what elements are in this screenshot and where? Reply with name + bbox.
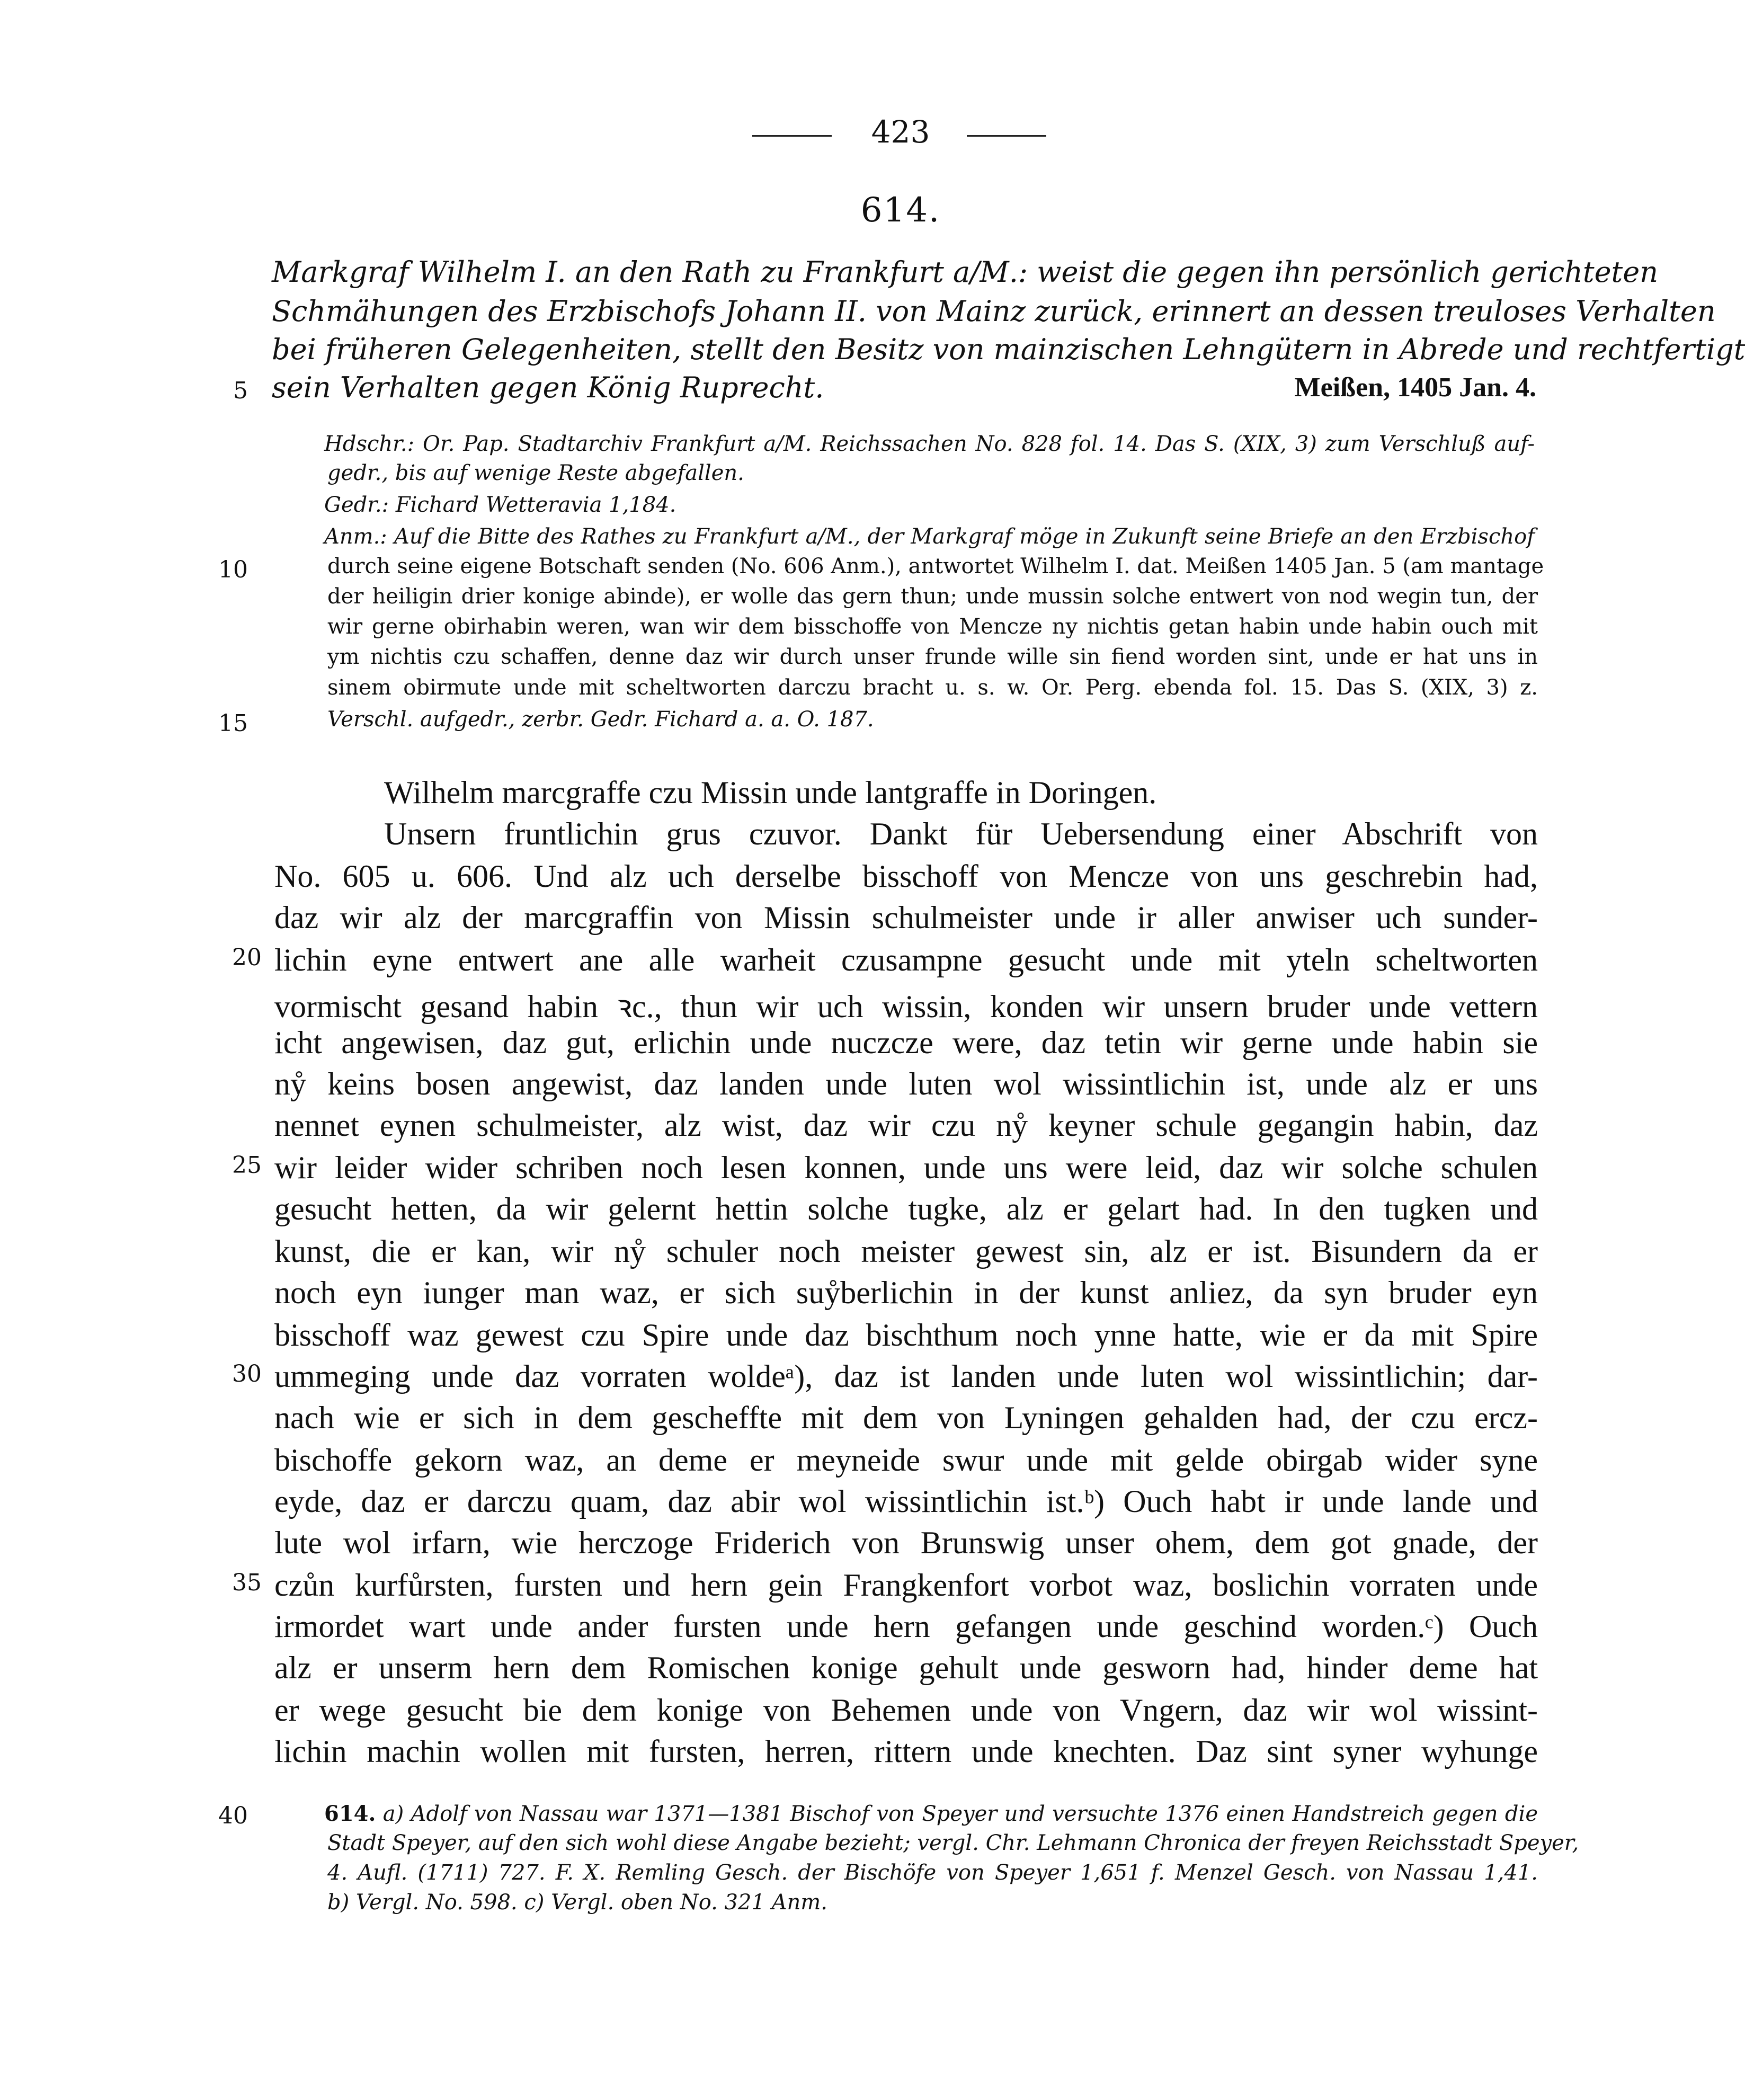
apparatus-line: gedr., bis auf wenige Reste abgefallen. bbox=[327, 461, 744, 485]
main-line: gesucht hetten, da wir gelernt hettin solche tugke, alz er gelart had. In den tugken und bbox=[274, 1191, 1538, 1226]
apparatus-line: ym nichtis czu schaffen, denne daz wir durch unser frunde wille sin fiend worden sint, unde er hat uns in bbox=[327, 645, 1538, 669]
header-rule-right bbox=[967, 135, 1046, 137]
line-number: 20 bbox=[232, 944, 262, 971]
main-line: kunst, die er kan, wir nẙ schuler noch meister gewest sin, alz er ist. Bisundern da er bbox=[274, 1234, 1538, 1269]
page-number: 423 bbox=[871, 114, 930, 150]
footnote-line bbox=[324, 1801, 1538, 1826]
apparatus-line: Anm.: Auf die Bitte des Rathes zu Frankfurt a/M., der Markgraf möge in Zukunft seine Briefe an den Erzbischof bbox=[324, 524, 1535, 549]
line-number: 10 bbox=[218, 556, 248, 583]
apparatus-line: Gedr.: Fichard Wetteravia 1,184. bbox=[324, 493, 676, 517]
main-line: icht angewisen, daz gut, erlichin unde nuczcze were, daz tetin wir gerne unde habin sie bbox=[274, 1025, 1538, 1060]
apparatus-line: wir gerne obirhabin weren, wan wir dem bisschoffe von Mencze ny nichtis getan habin unde habin ouch mit bbox=[327, 615, 1538, 639]
apparatus-line: Verschl. aufgedr., zerbr. Gedr. Fichard a. a. O. 187. bbox=[327, 707, 874, 732]
main-line: lute wol irfarn, wie herczoge Friderich von Brunswig unser ohem, dem got gnade, der bbox=[274, 1525, 1538, 1560]
line-number: 15 bbox=[218, 710, 248, 737]
main-line: bisschoff waz gewest czu Spire unde daz bischthum noch ynne hatte, wie er da mit Spire bbox=[274, 1318, 1538, 1352]
main-line: Wilhelm marcgraffe czu Missin unde lantgraffe in Doringen. bbox=[384, 775, 1157, 810]
main-line: bischoffe gekorn waz, an deme er meyneide swur unde mit gelde obirgab wider syne bbox=[274, 1443, 1538, 1478]
main-line: noch eyn iunger man waz, er sich suẙberlichin in der kunst anliez, da syn bruder eyn bbox=[274, 1275, 1538, 1310]
summary-line: sein Verhalten gegen König Ruprecht. bbox=[272, 371, 824, 404]
summary-line: Schmähungen des Erzbischofs Johann II. von Mainz zurück, erinnert an dessen treuloses Verhalten bbox=[272, 295, 1716, 328]
main-line: Unsern fruntlichin grus czuvor. Dankt für Uebersendung einer Abschrift von bbox=[384, 816, 1538, 851]
apparatus-line: sinem obirmute unde mit scheltworten darczu bracht u. s. w. Or. Perg. ebenda fol. 15. Das S. (XIX, 3) z. bbox=[327, 675, 1538, 700]
main-line: eyde, daz er darczu quam, daz abir wol wissintlichin ist.ᵇ) Ouch habt ir unde lande und bbox=[274, 1484, 1538, 1519]
line-number: 30 bbox=[232, 1360, 262, 1387]
footnote-line: b) Vergl. No. 598. c) Vergl. oben No. 321 Anm. bbox=[327, 1890, 827, 1915]
main-line: vormischt gesand habin ꝛc., thun wir uch wissin, konden wir unsern bruder unde vettern bbox=[274, 989, 1538, 1024]
line-number: 25 bbox=[232, 1152, 262, 1179]
main-line: alz er unserm hern dem Romischen konige gehult unde gesworn had, hinder deme hat bbox=[274, 1650, 1538, 1685]
main-line: wir leider wider schriben noch lesen konnen, unde uns were leid, daz wir solche schulen bbox=[274, 1150, 1538, 1185]
footnote-line: 4. Aufl. (1711) 727. F. X. Remling Gesch. der Bischöfe von Speyer 1,651 f. Menzel Gesch. von Nassau 1,41. bbox=[327, 1861, 1538, 1885]
summary-line: bei früheren Gelegenheiten, stellt den Besitz von mainzischen Lehngütern in Abrede und rechtfertigt bbox=[272, 333, 1745, 366]
line-number: 35 bbox=[232, 1569, 262, 1596]
line-number: 40 bbox=[218, 1802, 248, 1829]
main-line: lichin machin wollen mit fursten, herren, rittern unde knechten. Daz sint syner wyhunge bbox=[274, 1734, 1538, 1769]
summary-date: Meißen, 1405 Jan. 4. bbox=[1294, 372, 1536, 403]
line-number: 5 bbox=[233, 377, 248, 404]
apparatus-line: Hdschr.: Or. Pap. Stadtarchiv Frankfurt a/M. Reichssachen No. 828 fol. 14. Das S. (XIX, 3) zum Verschluß auf- bbox=[324, 432, 1535, 456]
header-rule-left bbox=[752, 135, 832, 137]
footnote-number: 614. bbox=[324, 1801, 376, 1826]
main-line: ummeging unde daz vorraten woldeᵃ), daz ist landen unde luten wol wissintlichin; dar- bbox=[274, 1359, 1538, 1394]
main-line: nennet eynen schulmeister, alz wist, daz wir czu nẙ keyner schule gegangin habin, daz bbox=[274, 1108, 1538, 1143]
main-line: nẙ keins bosen angewist, daz landen unde luten wol wissintlichin ist, unde alz er uns bbox=[274, 1066, 1538, 1101]
document-number: 614. bbox=[860, 191, 941, 230]
apparatus-line: der heiligin drier konige abinde), er wolle das gern thun; unde mussin solche entwert von nod wegin tun, der bbox=[327, 584, 1538, 609]
main-line: irmordet wart unde ander fursten unde hern gefangen unde geschind worden.ᶜ) Ouch bbox=[274, 1609, 1538, 1644]
main-line: czůn kurfůrsten, fursten und hern gein Frangkenfort vorbot waz, boslichin vorraten unde bbox=[274, 1568, 1538, 1603]
page-header bbox=[0, 114, 1612, 151]
main-line: nach wie er sich in dem gescheffte mit dem von Lyningen gehalden had, der czu ercz- bbox=[274, 1400, 1538, 1435]
main-line: No. 605 u. 606. Und alz uch derselbe bisschoff von Mencze von uns geschrebin had, bbox=[274, 859, 1538, 894]
main-line: er wege gesucht bie dem konige von Behemen unde von Vngern, daz wir wol wissint- bbox=[274, 1693, 1538, 1728]
main-line: lichin eyne entwert ane alle warheit czusampne gesucht unde mit yteln scheltworten bbox=[274, 942, 1538, 977]
summary-line: Markgraf Wilhelm I. an den Rath zu Frankfurt a/M.: weist die gegen ihn persönlich gerichteten bbox=[272, 255, 1658, 289]
footnote-text: a) Adolf von Nassau war 1371—1381 Bischof von Speyer und versuchte 1376 einen Handstreich gegen die bbox=[382, 1802, 1538, 1826]
footnote-line: Stadt Speyer, auf den sich wohl diese Angabe bezieht; vergl. Chr. Lehmann Chronica der freyen Reichsstadt Speyer, bbox=[327, 1831, 1579, 1855]
main-line: daz wir alz der marcgraffin von Missin schulmeister unde ir aller anwiser uch sunder- bbox=[274, 900, 1538, 935]
apparatus-line: durch seine eigene Botschaft senden (No. 606 Anm.), antwortet Wilhelm I. dat. Meißen 1405 Jan. 5 (am mantage bbox=[327, 554, 1544, 579]
